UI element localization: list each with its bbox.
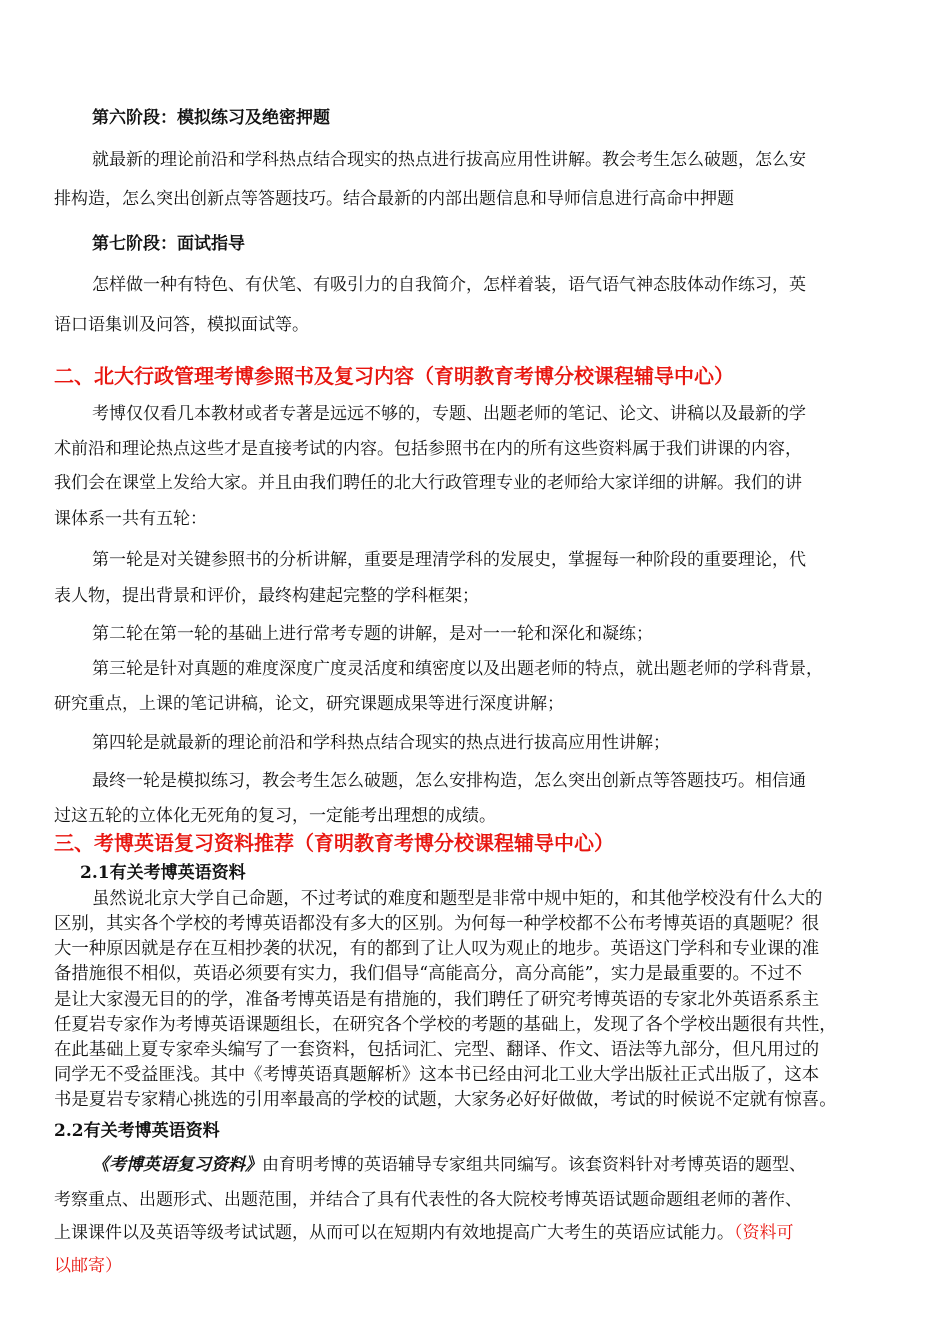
- section3-sub2-line-3-text: 上课课件以及英语等级考试试题，从而可以在短期内有效地提高广大考生的英语应试能力。: [54, 1223, 734, 1243]
- section2-line-8: 第三轮是针对真题的难度深度广度灵活度和缜密度以及出题老师的特点，就出题老师的学科背景，: [92, 659, 823, 679]
- section3-sub1-line-4: 备措施很不相似，英语必须要有实力，我们倡导“高能高分，高分高能”，实力是最重要的。不过不: [54, 964, 803, 984]
- book-title: 《考博英语复习资料》: [92, 1155, 262, 1175]
- section3-sub1-line-5: 是让大家漫无目的的学，准备考博英语是有措施的，我们聘任了研究考博英语的专家北外英语系系主: [54, 990, 820, 1010]
- section3-sub2-line-2: 考察重点、出题形式、出题范围，并结合了具有代表性的各大院校考博英语试题命题组老师的著作、: [54, 1190, 802, 1210]
- section2-line-4: 课体系一共有五轮：: [54, 509, 207, 529]
- section3-sub1-line-3: 大一种原因就是存在互相抄袭的状况，有的都到了让人叹为观止的地步。英语这门学科和专业课的准: [54, 939, 820, 959]
- section3-heading: 三、考博英语复习资料推荐（育明教育考博分校课程辅导中心）: [54, 831, 614, 855]
- section2-line-9: 研究重点，上课的笔记讲稿，论文，研究课题成果等进行深度讲解；: [54, 694, 564, 714]
- section3-sub2-title: 2.2有关考博英语资料: [54, 1121, 220, 1141]
- stage6-title: 第六阶段：模拟练习及绝密押题: [92, 108, 330, 128]
- section3-sub1-line-8: 同学无不受益匪浅。其中《考博英语真题解析》这本书已经由河北工业大学出版社正式出版了，这本: [54, 1065, 820, 1085]
- mail-note-part2: 以邮寄）: [54, 1256, 122, 1276]
- section2-line-5: 第一轮是对关键参照书的分析讲解，重要是理清学科的发展史，掌握每一种阶段的重要理论，代: [92, 550, 806, 570]
- section3-sub1-line-7: 在此基础上夏专家牵头编写了一套资料，包括词汇、完型、翻译、作文、语法等九部分，但凡用过的: [54, 1040, 820, 1060]
- section3-sub1-line-6: 任夏岩专家作为考博英语课题组长，在研究各个学校的考题的基础上，发现了各个学校出题很有共性，: [54, 1015, 837, 1035]
- section2-line-1: 考博仅仅看几本教材或者专著是远远不够的，专题、出题老师的笔记、论文、讲稿以及最新的学: [92, 404, 806, 424]
- section3-sub2-line-1: [92, 1150, 806, 1175]
- section2-line-12: 过这五轮的立体化无死角的复习，一定能考出理想的成绩。: [54, 806, 496, 826]
- section3-sub1-line-2: 区别，其实各个学校的考博英语都没有多大的区别。为何每一种学校都不公布考博英语的真题呢？很: [54, 914, 820, 934]
- section2-line-2: 术前沿和理论热点这些才是直接考试的内容。包括参照书在内的所有这些资料属于我们讲课的内容，: [54, 439, 802, 459]
- section2-line-7: 第二轮在第一轮的基础上进行常考专题的讲解，是对一一轮和深化和凝练；: [92, 624, 653, 644]
- section2-heading: 二、北大行政管理考博参照书及复习内容（育明教育考博分校课程辅导中心）: [54, 364, 734, 388]
- stage7-line-1: 怎样做一种有特色、有伏笔、有吸引力的自我简介，怎样着装，语气语气神态肢体动作练习，英: [92, 275, 806, 295]
- stage6-line-2: 排构造，怎么突出创新点等答题技巧。结合最新的内部出题信息和导师信息进行高命中押题: [54, 189, 734, 209]
- section2-line-11: 最终一轮是模拟练习，教会考生怎么破题，怎么安排构造，怎么突出创新点等答题技巧。相信通: [92, 771, 806, 791]
- section2-line-10: 第四轮是就最新的理论前沿和学科热点结合现实的热点进行拔高应用性讲解；: [92, 733, 670, 753]
- section3-sub2-line-1-rest: 由育明考博的英语辅导专家组共同编写。该套资料针对考博英语的题型、: [262, 1155, 806, 1175]
- section3-sub1-line-9: 书是夏岩专家精心挑选的引用率最高的学校的试题，大家务必好好做做，考试的时候说不定就有惊喜。: [54, 1090, 837, 1110]
- section3-sub1-title: 2.1有关考博英语资料: [80, 863, 246, 883]
- stage7-line-2: 语口语集训及问答，模拟面试等。: [54, 315, 309, 335]
- section3-sub2-line-3: [54, 1218, 794, 1243]
- stage7-title: 第七阶段：面试指导: [92, 234, 245, 254]
- section2-line-3: 我们会在课堂上发给大家。并且由我们聘任的北大行政管理专业的老师给大家详细的讲解。我们的讲: [54, 473, 802, 493]
- section2-line-6: 表人物，提出背景和评价，最终构建起完整的学科框架；: [54, 586, 479, 606]
- stage6-line-1: 就最新的理论前沿和学科热点结合现实的热点进行拔高应用性讲解。教会考生怎么破题，怎么安: [92, 150, 806, 170]
- mail-note-part1: （资料可: [734, 1223, 794, 1243]
- section3-sub1-line-1: 虽然说北京大学自己命题，不过考试的难度和题型是非常中规中矩的，和其他学校没有什么大的: [92, 889, 823, 909]
